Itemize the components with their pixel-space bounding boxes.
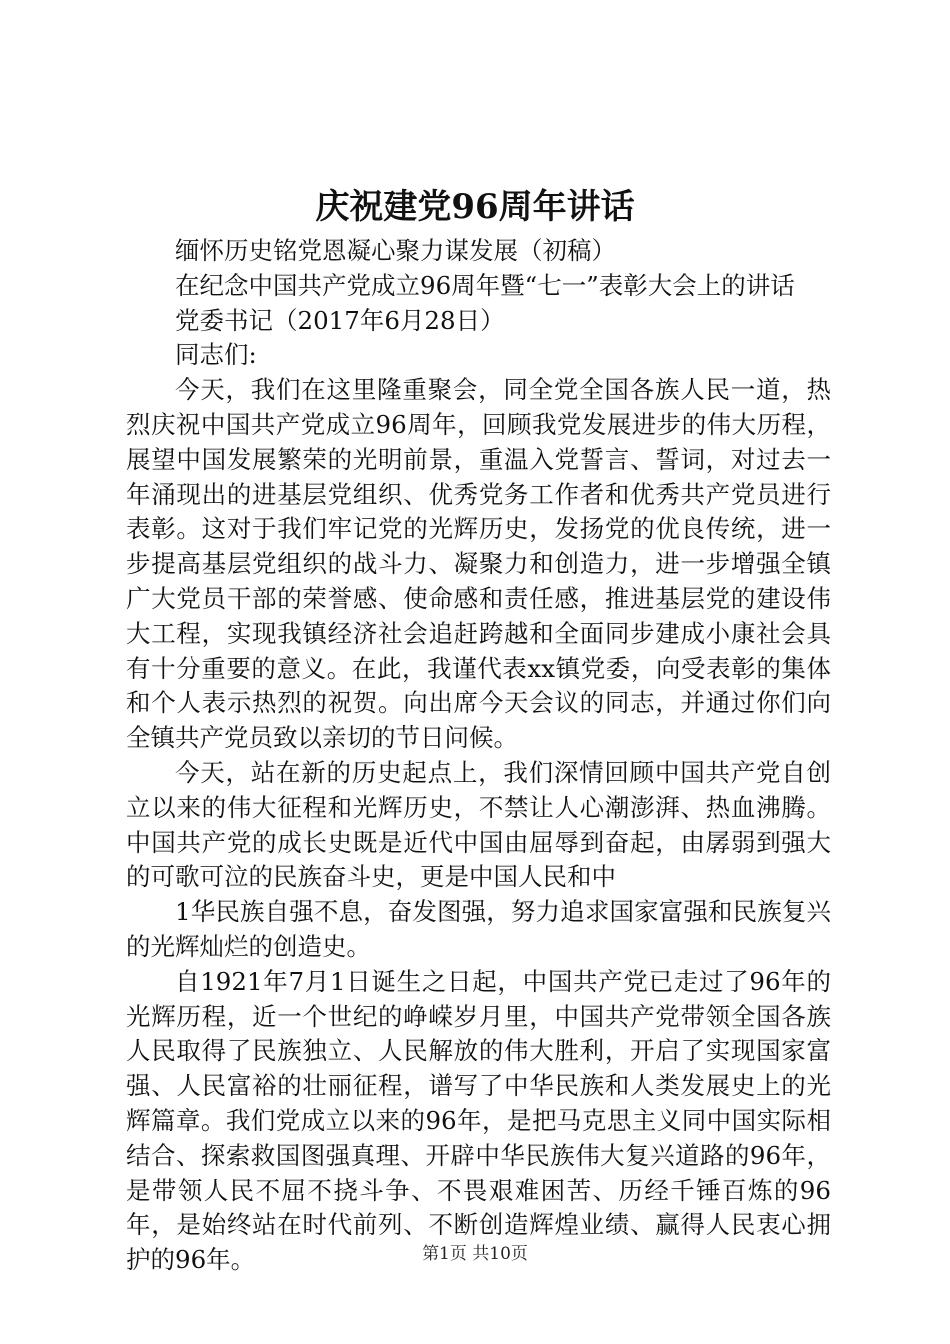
- paragraph-salutation: 同志们:: [175, 340, 257, 370]
- paragraph: 今天，站在新的历史起点上，我们深情回顾中国共产党自创立以来的伟大征程和光辉历史，不禁让人心潮澎湃、热血沸腾。中国共产党的成长史既是近代中国由屈辱到奋起，由孱弱到强大的可歌可泣的民族奋斗史，更是中国人民和中: [126, 757, 831, 892]
- page-number-footer: 第1页 共10页: [422, 1244, 528, 1264]
- document-title: 庆祝建党96周年讲话: [315, 187, 635, 227]
- paragraph-occasion: 在纪念中国共产党成立96周年暨“七一”表彰大会上的讲话: [175, 270, 795, 300]
- paragraph: 1华民族自强不息，奋发图强，努力追求国家富强和民族复兴的光辉灿烂的创造史。: [126, 897, 831, 961]
- paragraph: 自1921年7月1日诞生之日起，中国共产党已走过了96年的光辉历程，近一个世纪的峥嵘岁月里，中国共产党带领全国各族人民取得了民族独立、人民解放的伟大胜利，开启了实现国家富强、人民富裕的壮丽征程，谱写了中华民族和人类发展史上的光辉篇章。我们党成立以来的96年，是把马克思主义同中国实际相结合、探索救国图强真理、开辟中华民族伟大复兴道路的96年，是带领人民不屈不挠斗争、不畏艰难困苦、历经千锤百炼的96年，是始终站在时代前列、不断创造辉煌业绩、赢得人民衷心拥护的96年。: [126, 966, 831, 1275]
- document-body: [126, 234, 831, 1278]
- paragraph: 今天，我们在这里隆重聚会，同全党全国各族人民一道，热烈庆祝中国共产党成立96周年，回顾我党发展进步的伟大历程，展望中国发展繁荣的光明前景，重温入党誓言、誓词，对过去一年涌现出的进基层党组织、优秀党务工作者和优秀共产党员进行表彰。这对于我们牢记党的光辉历史，发扬党的优良传统，进一步提高基层党组织的战斗力、凝聚力和创造力，进一步增强全镇广大党员干部的荣誉感、使命感和责任感，推进基层党的建设伟大工程，实现我镇经济社会追赶跨越和全面同步建成小康社会具有十分重要的意义。在此，我谨代表xx镇党委，向受表彰的集体和个人表示热烈的祝贺。向出席今天会议的同志，并通过你们向全镇共产党员致以亲切的节日问候。: [126, 375, 831, 753]
- paragraph-subtitle: 缅怀历史铭党恩凝心聚力谋发展（初稿）: [175, 236, 616, 265]
- paragraph-speaker: 党委书记（2017年6月28日）: [175, 305, 505, 335]
